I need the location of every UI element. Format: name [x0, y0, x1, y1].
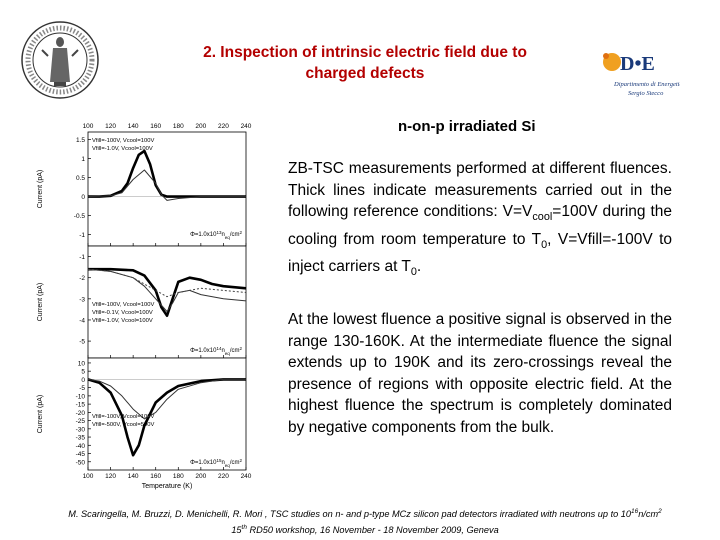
x-tick-label-top: 160	[150, 123, 162, 130]
citation-line2	[20, 521, 710, 537]
x-tick-label-top: 220	[217, 123, 229, 130]
y-tick-label: -50	[75, 459, 85, 467]
y-tick-label: -4	[79, 317, 85, 325]
department-logo-caption: Dipartimento di Energetica	[614, 81, 680, 88]
citation-authors: M. Scaringella, M. Bruzzi, D. Menichelli, R. Mori , TSC studies on n- and p-type MCz silicon pad detectors irradiated with neutrons up to 10	[68, 509, 632, 520]
x-tick-label-top: 100	[82, 123, 94, 130]
description-paragraph-2: At the lowest fluence a positive signal is observed in the range 130-160K. At the intermediate fluence the signal extends up to 190K and its zero-crossings reveal the presence of regions with opposite electric field. At the highest fluence the spectrum is completely dominated by negative components from the bulk.	[288, 311, 672, 436]
x-tick-label-bottom: 100	[82, 473, 94, 480]
x-tick-label-top: 240	[240, 123, 252, 130]
fluence-annotation: $\Phi=1.0x10^{14}n_{eq}/cm^2$	[190, 345, 242, 356]
y-tick-label: 0	[81, 376, 85, 384]
y-tick-label: -15	[75, 401, 85, 409]
paragraph1-text-c: , V=Vfill=-100V to inject carriers at T	[288, 230, 672, 276]
paragraph1-sub-t0b: 0	[410, 266, 417, 279]
citation-unit: n/cm	[638, 509, 659, 520]
citation-line1	[20, 505, 710, 521]
y-tick-label: -2	[79, 275, 85, 283]
x-tick-label-bottom: 200	[195, 473, 207, 480]
legend-entry: Vfill=-100V, Vcool=100V	[92, 414, 155, 420]
description-paragraph-1	[288, 158, 672, 284]
department-logo-text: D•E	[620, 53, 655, 75]
y-tick-label: 0.5	[75, 175, 85, 183]
legend-entry: Vfill=-1.0V, Vcool=100V	[92, 318, 153, 324]
paragraph1-sub-t0: 0	[541, 238, 548, 251]
y-tick-label: -45	[75, 451, 85, 459]
y-tick-label: 10	[77, 360, 85, 368]
y-tick-label: -1	[79, 232, 85, 240]
paragraph1-text-a: ZB-TSC measurements performed at different fluences. Thick lines indicate measurements carried out in the following reference conditions: V=V	[288, 160, 672, 220]
x-tick-label-bottom: 240	[240, 473, 252, 480]
y-tick-label: -35	[75, 434, 85, 442]
x-tick-label-top: 140	[127, 123, 139, 130]
y-axis-label: Current (pA)	[37, 169, 44, 209]
slide-title	[120, 42, 610, 84]
citation-workshop-sup: th	[241, 524, 247, 532]
legend-entry: Vfill=-0.1V, Vcool=100V	[92, 310, 153, 316]
y-tick-label: -5	[79, 385, 85, 393]
x-tick-label-bottom: 140	[127, 473, 139, 480]
legend-entry: Vfill=-100V, Vcool=100V	[92, 138, 155, 144]
paragraph1-text-d: .	[416, 258, 422, 276]
y-tick-label: -1	[79, 254, 85, 262]
legend-entry: Vfill=-100V, Vcool=100V	[92, 302, 155, 308]
department-logo-caption2: Sergio Stecco	[628, 90, 664, 97]
legend-entry: Vfill=-500V, Vcool=500V	[92, 422, 155, 428]
y-tick-label: -10	[75, 393, 85, 401]
legend-entry: Vfill=-1.0V, Vcool=100V	[92, 146, 153, 152]
y-tick-label: -40	[75, 442, 85, 450]
y-axis-label: Current (pA)	[37, 394, 44, 434]
fluence-annotation: $\Phi=1.0x10^{15}n_{eq}/cm^2$	[190, 457, 242, 468]
department-logo	[600, 48, 680, 104]
slide-title-line1: 2. Inspection of intrinsic electric field due to	[203, 44, 527, 61]
y-tick-label: -30	[75, 426, 85, 434]
y-tick-label: -25	[75, 418, 85, 426]
x-tick-label-top: 120	[105, 123, 117, 130]
x-axis-label: Temperature (K)	[141, 483, 193, 490]
citation-sup: 16	[631, 508, 639, 515]
y-tick-label: 5	[81, 368, 85, 376]
y-tick-label: -5	[79, 338, 85, 346]
paragraph1-sub-cool: cool	[532, 211, 553, 224]
tsc-chart-svg	[28, 118, 252, 490]
x-tick-label-bottom: 220	[217, 473, 229, 480]
fluence-annotation: $\Phi=1.0x10^{13}n_{eq}/cm^2$	[190, 229, 242, 240]
university-seal-logo	[20, 20, 100, 100]
citation-workshop: RD50 workshop, 16 November - 18 November 2009, Geneva	[246, 525, 499, 536]
y-tick-label: 1	[81, 156, 85, 164]
y-axis-label: Current (pA)	[37, 282, 44, 322]
citation-sup2: 2	[658, 508, 662, 515]
y-tick-label: -20	[75, 409, 85, 417]
citation-footer	[20, 505, 710, 537]
y-tick-label: -3	[79, 296, 85, 304]
x-tick-label-top: 200	[195, 123, 207, 130]
slide-subtitle: n-on-p irradiated Si	[398, 118, 536, 135]
x-tick-label-top: 180	[172, 123, 184, 130]
tsc-figure	[28, 118, 252, 490]
x-tick-label-bottom: 180	[172, 473, 184, 480]
y-tick-label: -0.5	[73, 213, 85, 221]
y-tick-label: 0	[81, 194, 85, 202]
y-tick-label: 1.5	[75, 137, 85, 145]
citation-workshop-num: 15	[231, 525, 242, 536]
paragraph1-text-b: =100V during the cooling from room temperature to T	[288, 203, 672, 248]
slide-title-line2: charged defects	[305, 65, 425, 82]
x-tick-label-bottom: 120	[105, 473, 117, 480]
x-tick-label-bottom: 160	[150, 473, 162, 480]
